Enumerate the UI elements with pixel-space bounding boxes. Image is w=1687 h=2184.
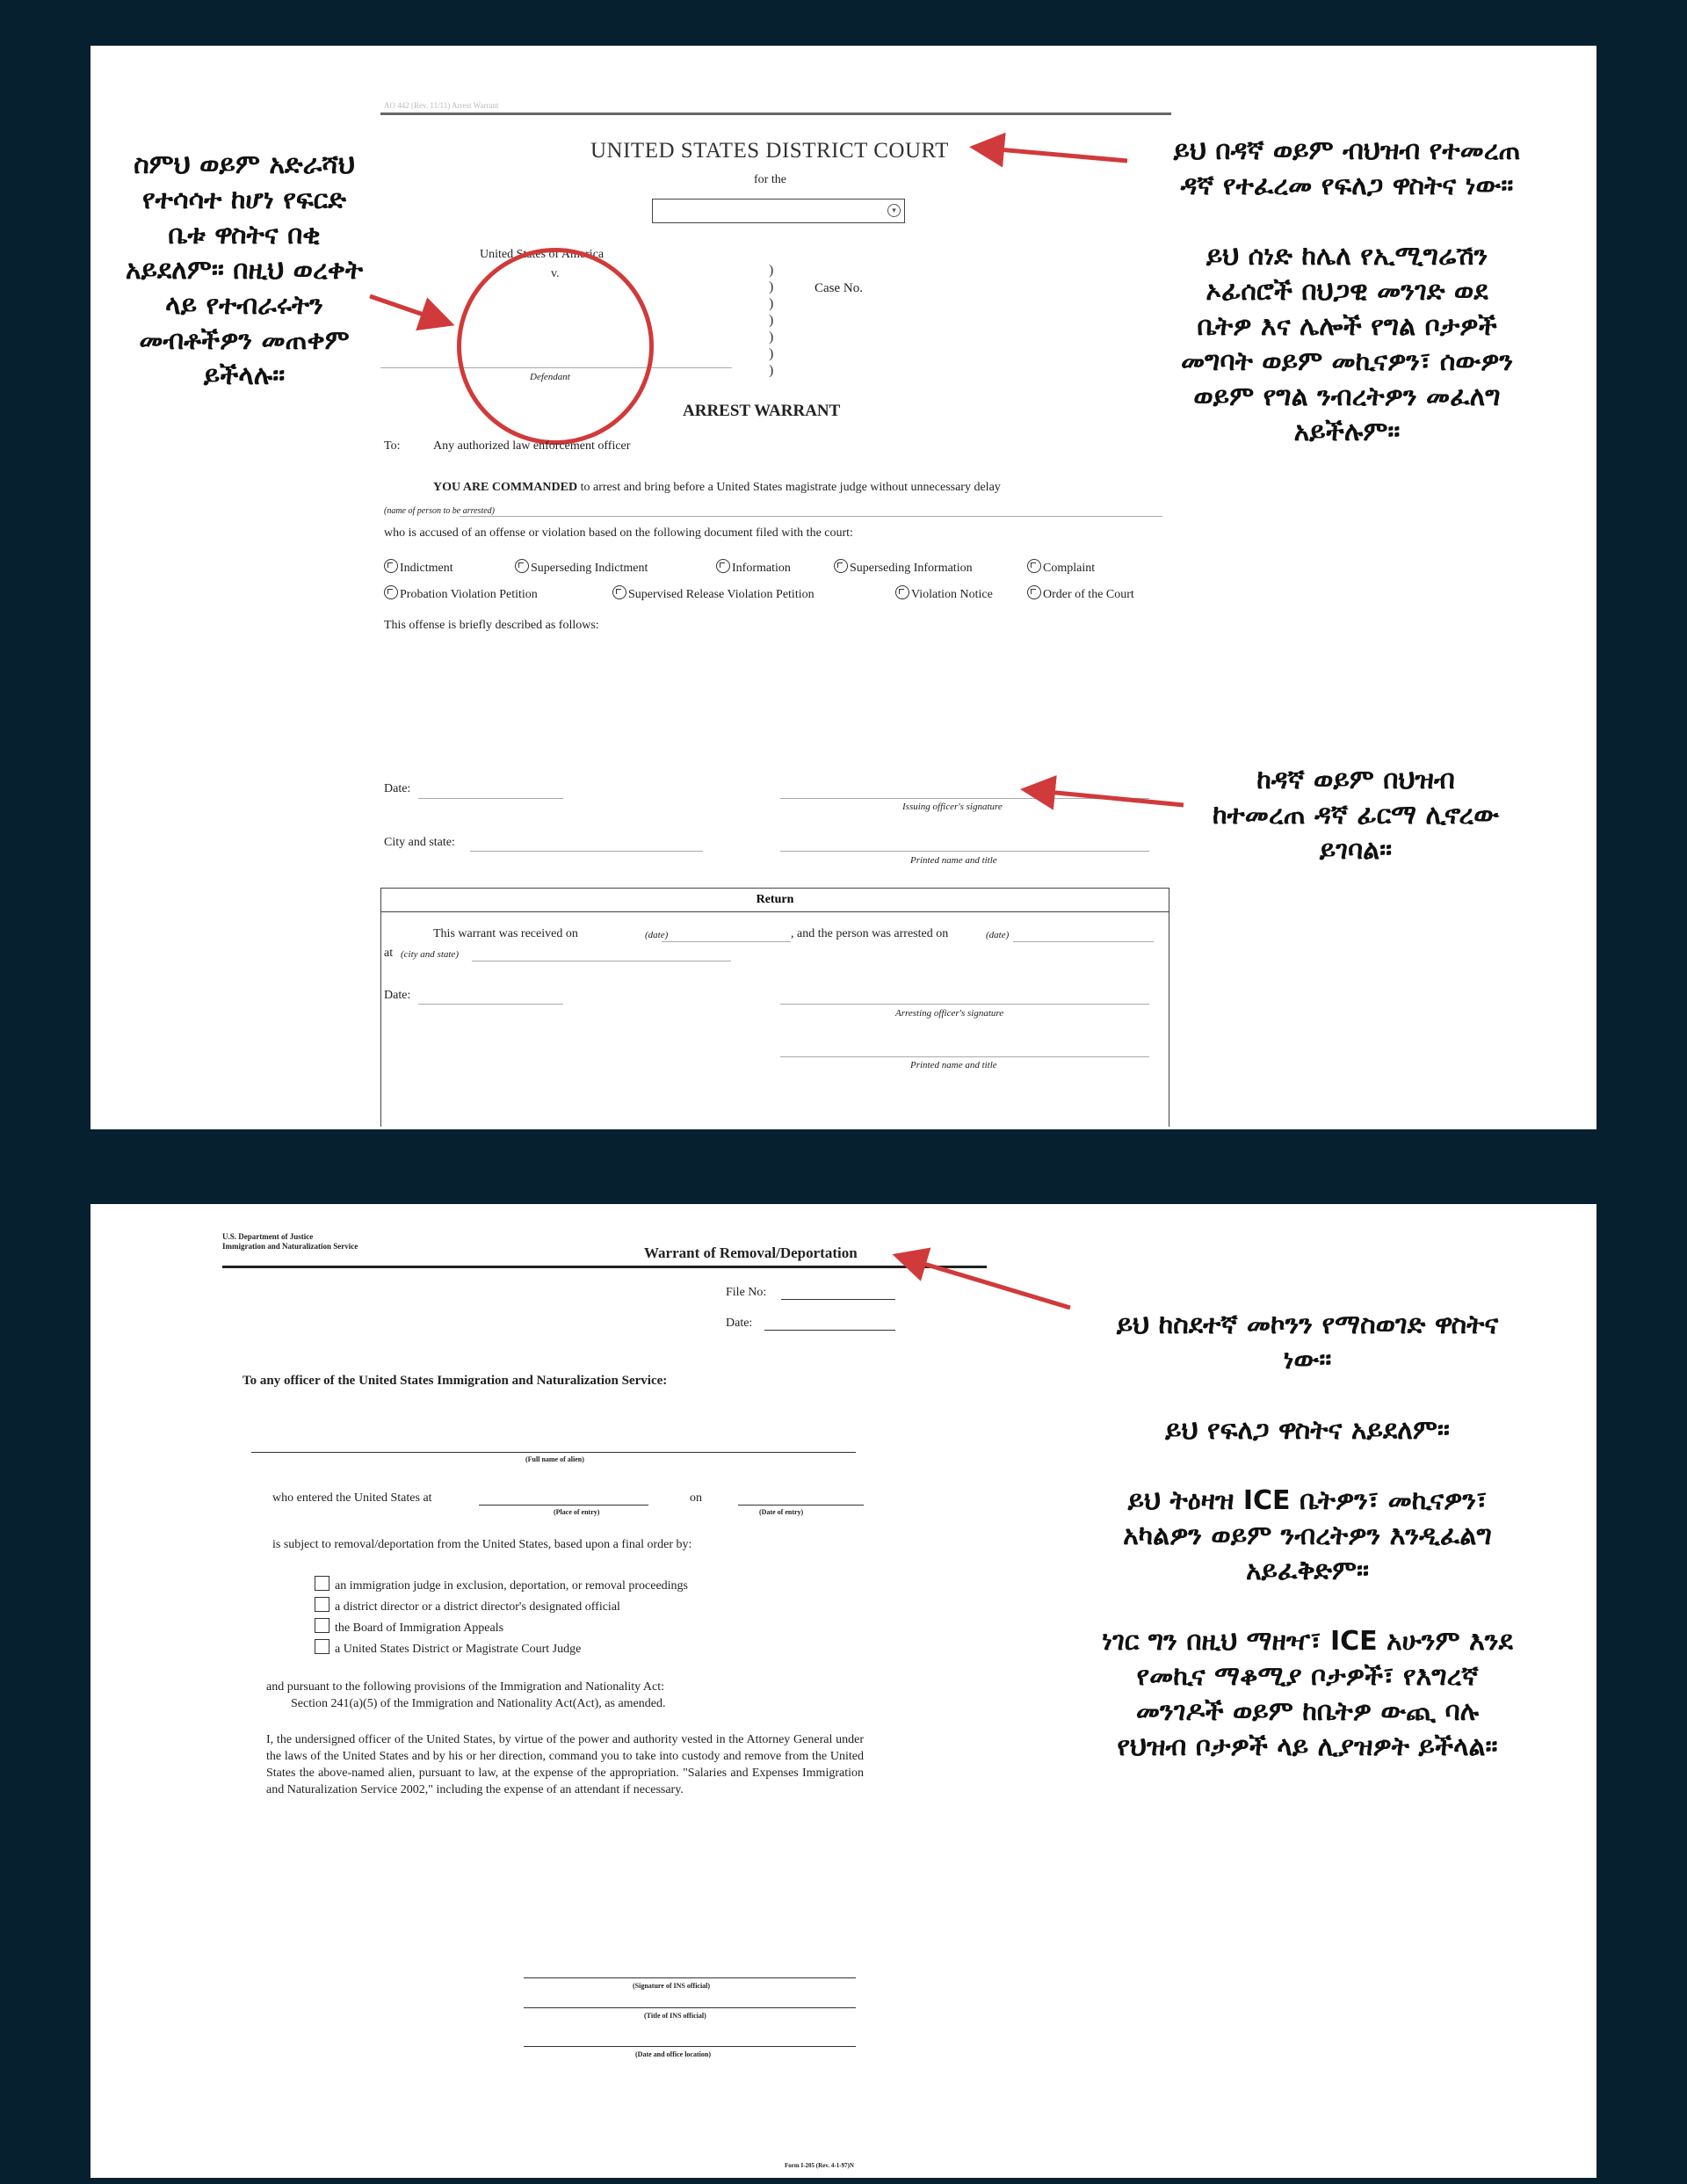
return-date-label: Date: bbox=[384, 989, 411, 1002]
removal-date-label: Date: bbox=[726, 1317, 753, 1330]
entered-text: who entered the United States at bbox=[272, 1491, 432, 1505]
arrested-date-label: (date) bbox=[986, 930, 1010, 940]
alien-name-label: (Full name of alien) bbox=[525, 1455, 584, 1463]
chevron-down-icon: ▾ bbox=[887, 204, 901, 217]
agency-line-1: U.S. Department of Justice bbox=[222, 1232, 314, 1241]
return-header: Return bbox=[381, 889, 1169, 912]
place-entry-label: (Place of entry) bbox=[554, 1508, 600, 1516]
ins-title-label: (Title of INS official) bbox=[644, 2012, 706, 2020]
checkbox-immigration-judge[interactable]: an immigration judge in exclusion, deportation, or removal proceedings bbox=[315, 1576, 688, 1597]
versus-label: v. bbox=[551, 267, 560, 280]
commanded-bold: YOU ARE COMMANDED bbox=[433, 481, 578, 494]
annotation-arrow-removal bbox=[91, 1204, 1596, 2178]
for-the-label: for the bbox=[754, 173, 786, 186]
arrest-warrant-panel bbox=[91, 46, 1596, 1129]
checkbox-district-director[interactable]: a district director or a district director's designated official bbox=[315, 1597, 688, 1618]
warrant-title: ARREST WARRANT bbox=[683, 402, 841, 420]
bracket-column: ) ) ) ) ) ) ) bbox=[769, 263, 774, 378]
at-label: at bbox=[384, 947, 394, 960]
defendant-label: Defendant bbox=[530, 372, 570, 382]
party-name: United States of America bbox=[480, 248, 605, 261]
option-complaint[interactable]: Complaint bbox=[1027, 559, 1095, 576]
option-violation-notice[interactable]: Violation Notice bbox=[895, 585, 993, 602]
on-label: on bbox=[690, 1491, 702, 1505]
ins-signature-label: (Signature of INS official) bbox=[633, 1982, 711, 1990]
received-date-label: (date) bbox=[645, 930, 669, 940]
option-superseding-information[interactable]: Superseding Information bbox=[834, 559, 973, 576]
removal-warrant-title: Warrant of Removal/Deportation bbox=[644, 1244, 858, 1261]
subject-text: is subject to removal/deportation from the United States, based upon a final order by: bbox=[272, 1538, 692, 1551]
arrow-to-removal-title bbox=[901, 1257, 1070, 1308]
note-removal-warrant: ይህ ከስደተኛ መኮንን የማስወገድ ዋስትና ነው። ይህ የፍለጋ ዋስትና አይደለም። ይህ ትዕዛዝ ICE ቤትዎን፣ መኪናዎን፣ አካልዎን ወይም ንብረትዎን እንዲፈልግ አይፈቅድም። ነገር ግን በዚህ ማዘዣ፣ ICE አሁንም እንደ የመኪና ማቆሚያ ቦታዎች፣ የእግረኛ መንገዶች ወይም ከቤትዎ ውጪ ባሉ የህዝብ ቦታዎች ላይ ሊያዝዎት ይችላል። bbox=[1102, 1310, 1513, 1762]
note-name-address: ስምህ ወይም አድራሻህ የተሳሳተ ከሆነ የፍርድ ቤቱ ዋስትና በቂ አይደለም። በዚህ ወረቀት ላይ የተብራሩትን መብቶችዎን መጠቀም ይችላሉ። bbox=[125, 149, 364, 391]
option-order-of-court[interactable]: Order of the Court bbox=[1027, 585, 1134, 602]
city-state-label: City and state: bbox=[384, 836, 455, 849]
case-no-label: Case No. bbox=[815, 281, 863, 295]
form-number: Form I-205 (Rev. 4-1-97)N bbox=[785, 2162, 854, 2169]
option-superseding-indictment[interactable]: Superseding Indictment bbox=[515, 559, 648, 576]
option-probation-violation[interactable]: Probation Violation Petition bbox=[384, 585, 538, 602]
arrow-to-signature bbox=[1029, 790, 1184, 805]
received-text: This warrant was received on bbox=[433, 927, 578, 940]
accused-text: who is accused of an offense or violation based on the following document filed with the court: bbox=[384, 526, 853, 540]
header-smudge: AO 442 (Rev. 11/11) Arrest Warrant bbox=[384, 101, 499, 110]
arrow-to-court-title bbox=[978, 148, 1127, 161]
body-paragraph: I, the undersigned officer of the United States, by virtue of the power and authority vested in the Attorney General under the laws of the United States and by his or her direction, command you to take into custody and remove from the United States the above-named alien, pursuant to law, at the expense of the appropriation. "Salaries and Expenses Immigration and Naturalization Service 2002," including the expense of an attendant if necessary. bbox=[266, 1733, 864, 1796]
to-text: Any authorized law enforcement officer bbox=[433, 439, 631, 453]
date-entry-label: (Date of entry) bbox=[759, 1508, 804, 1516]
arrested-text: , and the person was arrested on bbox=[791, 927, 949, 940]
option-supervised-release[interactable]: Supervised Release Violation Petition bbox=[612, 585, 815, 602]
checkbox-court-judge[interactable]: a United States District or Magistrate Court Judge bbox=[315, 1639, 688, 1660]
printed-name-label-2: Printed name and title bbox=[910, 1060, 997, 1070]
commanded-rest: to arrest and bring before a United States magistrate judge without unnecessary delay bbox=[577, 481, 1001, 494]
issuing-signature-label: Issuing officer's signature bbox=[902, 802, 1003, 812]
removal-warrant-panel bbox=[91, 1204, 1596, 2178]
date-label: Date: bbox=[384, 782, 411, 795]
printed-name-label: Printed name and title bbox=[910, 855, 997, 866]
city-state-italic: (city and state) bbox=[401, 949, 459, 960]
person-name-label: (name of person to be arrested) bbox=[384, 506, 495, 516]
note-judicial-warrant: ይህ በዳኛ ወይም ብህዝብ የተመረጠ ዳኛ የተፈረመ የፍለጋ ዋስትና ነው። ይህ ሰነድ ከሌለ የኢሚግሬሽን ኦፊሰሮች በህጋዊ መንገድ ወደ ቤትዎ እና ሌሎች የግል ቦታዎች መግባት ወይም መኪናዎን፣ ሰውዎን ወይም የግል ንብረትዎን መፈለግ አይችሉም። bbox=[1173, 135, 1521, 447]
annotation-arrows bbox=[91, 46, 1596, 1129]
pursuant-line-1: and pursuant to the following provisions of the Immigration and Nationality Act: bbox=[266, 1680, 664, 1694]
offense-text: This offense is briefly described as follows: bbox=[384, 619, 599, 632]
file-no-label: File No: bbox=[726, 1286, 767, 1299]
arrow-to-circle bbox=[370, 296, 446, 323]
option-indictment[interactable]: Indictment bbox=[384, 559, 453, 576]
option-information[interactable]: Information bbox=[716, 559, 791, 576]
pursuant-line-2: Section 241(a)(5) of the Immigration and Nationality Act(Act), as amended. bbox=[291, 1697, 666, 1710]
court-title: UNITED STATES DISTRICT COURT bbox=[590, 139, 949, 163]
arresting-signature-label: Arresting officer's signature bbox=[895, 1008, 1004, 1019]
checkbox-board-appeals[interactable]: the Board of Immigration Appeals bbox=[315, 1618, 688, 1639]
agency-line-2: Immigration and Naturalization Service bbox=[222, 1242, 358, 1251]
to-label: To: bbox=[384, 439, 401, 453]
to-officer-text: To any officer of the United States Immigration and Naturalization Service: bbox=[243, 1374, 668, 1388]
date-office-label: (Date and office location) bbox=[635, 2050, 711, 2058]
note-judge-signature: ከዳኛ ወይም በህዝብ ከተመረጠ ዳኛ ፊርማ ሊኖረው ይገባል። bbox=[1212, 765, 1500, 866]
